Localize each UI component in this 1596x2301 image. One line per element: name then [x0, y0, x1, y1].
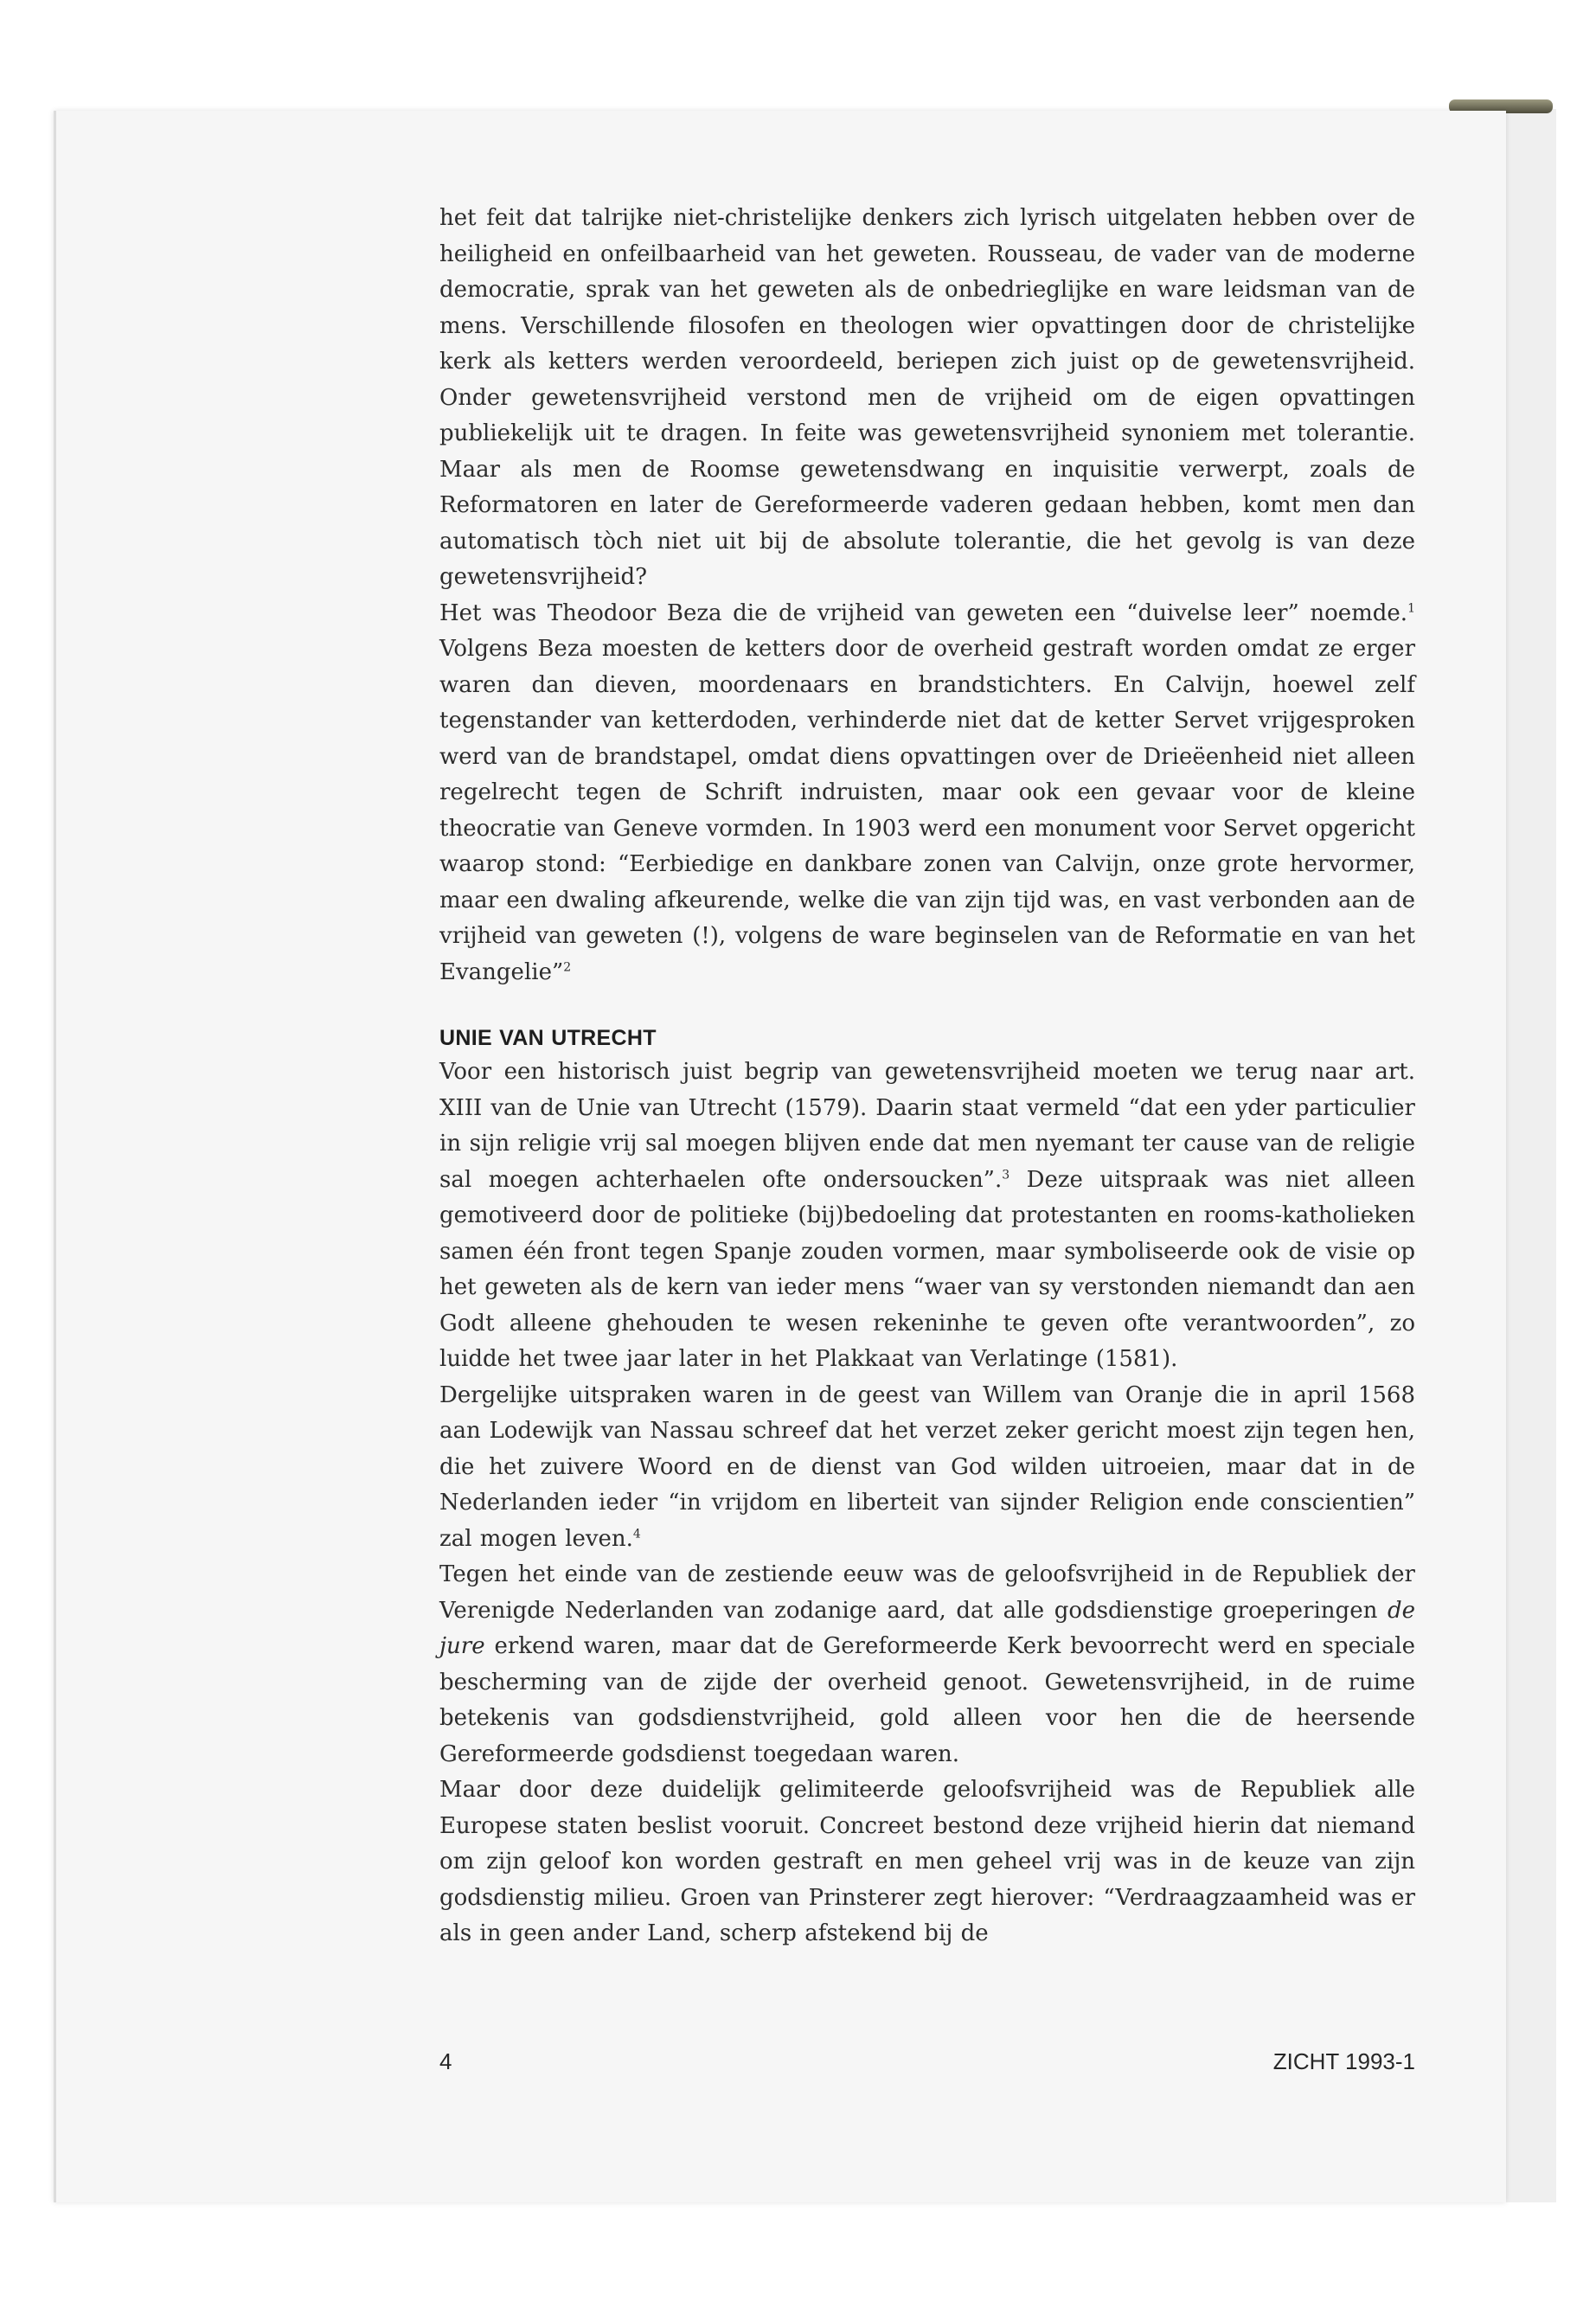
page-number: 4 [439, 2048, 452, 2074]
paragraph-2-rest: Volgens Beza moesten de ketters door de overheid gestraft worden omdat ze erger waren dan dieven, moordenaars en brandstichters. En Calvijn, hoewel zelf tegenstander van ketterdoden, verhinderde niet dat de ketter Servet vrijgesproken werd van de brandstapel, omdat diens opvattingen over de Drieëenheid niet alleen regelrecht tegen de Schrift indruisten, maar ook een gevaar voor de kleine theocratie van Geneve vormden. In 1903 werd een monument voor Servet opgericht waarop stond: “Eerbiedige en dankbare zonen van Calvijn, onze grote hervormer, maar een dwaling afkeurende, welke die van zijn tijd was, en vast verbonden aan de vrijheid van geweten (!), volgens de ware beginselen van de Reformatie en van het Evangelie” [439, 636, 1415, 985]
paragraph-1: het feit dat talrijke niet-christelijke denkers zich lyrisch uitgelaten hebben over de heiligheid en onfeilbaarheid van het geweten. Rousseau, de vader van de moderne democratie, sprak van het geweten als de onbedrieglijke en ware leidsman van de mens. Verschillende filosofen en theologen wier opvattingen door de christelijke kerk als ketters werden veroordeeld, beriepen zich juist op de gewetensvrijheid. Onder gewetensvrijheid verstond men de vrijheid om de eigen opvattingen publiekelijk uit te dragen. In feite was gewetensvrijheid synoniem met tolerantie. Maar als men de Roomse gewetensdwang en inquisitie verwerpt, zoals de Reformatoren en later de Gereformeerde vaderen gedaan hebben, komt men dan automatisch tòch niet uit bij de absolute tolerantie, die het gevolg is van deze gewetensvrijheid? [439, 205, 1415, 590]
footnote-ref-3: 3 [1002, 1167, 1010, 1182]
paragraph-5-start: Tegen het einde van de zestiende eeuw was de geloofsvrijheid in de Republiek der Verenigde Nederlanden van zodanige aard, dat alle godsdienstige groeperingen [439, 1561, 1415, 1624]
footnote-ref-1: 1 [1407, 600, 1415, 615]
paragraph-5-rest: erkend waren, maar dat de Gereformeerde Kerk bevoorrecht werd en speciale bescherming van de zijde der overheid genoot. Gewetensvrijheid, in de ruime betekenis van godsdienstvrijheid, gold alleen voor hen die de heersende Gereformeerde godsdienst toegedaan waren. [439, 1633, 1415, 1767]
paragraph-3-start: Voor een historisch juist begrip van gewetensvrijheid moeten we terug naar art. XIII van de Unie van Utrecht (1579). Daarin staat vermeld “dat een yder particulier in sijn religie vrij sal moegen blijven ende dat men nyemant ter cause van de religie sal moegen achterhaelen ofte ondersoucken”. [439, 1059, 1415, 1193]
section-heading: UNIE VAN UTRECHT [439, 1026, 657, 1050]
next-sheet-edge [1503, 109, 1556, 2202]
page-footer [439, 2048, 1415, 2078]
article-body [439, 201, 1415, 1952]
paragraph-2-start: Het was Theodoor Beza die de vrijheid van geweten een “duivelse leer” noemde. [439, 599, 1408, 626]
paragraph-5 [439, 1557, 1415, 1772]
footnote-ref-2: 2 [563, 959, 572, 974]
paragraph-6: Maar door deze duidelijk gelimiteerde geloofsvrijheid was de Republiek alle Europese staten beslist vooruit. Concreet bestond deze vrijheid hierin dat niemand om zijn geloof kon worden gestraft en men geheel vrij was in de keuze van zijn godsdienstig milieu. Groen van Prinsterer zegt hierover: “Verdraagzaamheid was er als in geen ander Land, scherp afstekend bij de [439, 1777, 1415, 1946]
paragraph-3 [439, 1054, 1415, 1378]
footnote-ref-4: 4 [632, 1526, 641, 1541]
paragraph-3-rest: Deze uitspraak was niet alleen gemotiveerd door de politieke (bij)bedoeling dat protestanten en rooms-katholieken samen één front tegen Spanje zouden vormen, maar symboliseerde ook de visie op het geweten als de kern van ieder mens “waer van sy verstonden niemandt dan aen Godt alleene ghehouden te wesen rekeninhe te geven ofte verantwoorden”, zo luidde het twee jaar later in het Plakkaat van Verlatinge (1581). [439, 1166, 1415, 1372]
paragraph-4 [439, 1378, 1415, 1558]
paragraph-2 [439, 596, 1415, 991]
paragraph-5-italic: de jure [439, 1597, 1415, 1659]
paragraph-4-text: Dergelijke uitspraken waren in de geest van Willem van Oranje die in april 1568 aan Lodewijk van Nassau schreef dat het verzet zeker gericht moest zijn tegen hen, die het zuivere Woord en de dienst van God wilden uitroeien, maar dat in de Nederlanden ieder “in vrijdom en liberteit van sijnder Religion ende conscientien” zal mogen leven. [439, 1381, 1415, 1552]
journal-issue: ZICHT 1993-1 [1272, 2048, 1415, 2074]
